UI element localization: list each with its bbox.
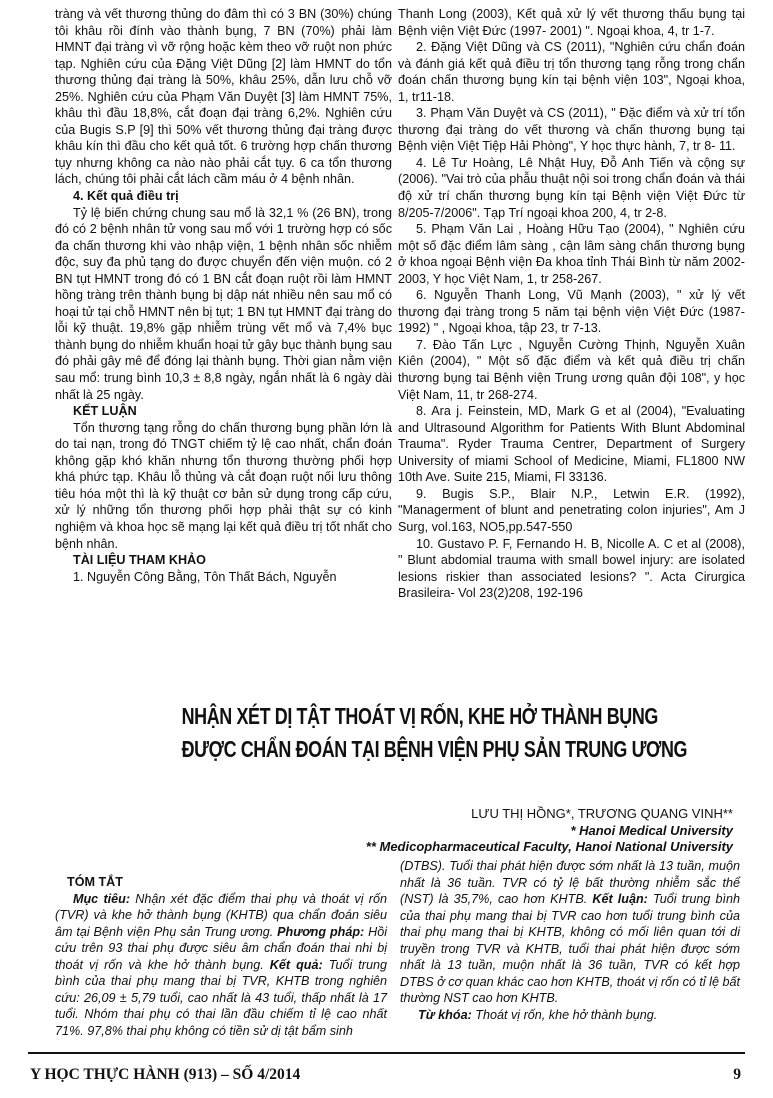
conclusion-text: Tuổi trung bình của thai phụ mang thai bị TVR cao hơn tuổi trung bình của thai phụ mang thai bị KHTB, không có mối liên quan tới di truyền trong TVR và KHTB, tuổi thai phát hiện được sớm nhất là 13 tuần, muộn nhất là 36 tuần, TVR có kết hợp DTBS ở cơ quan khác cao hơn KHTB, thoát vị rốn có tỉ lệ bất thường NST cao hơn KHTB. [400,892,740,1006]
footer-divider [28,1052,745,1054]
reference-1-end: Thanh Long (2003), Kết quả xử lý vết thương thấu bụng tại Bệnh viện Việt Đức (1997- 2001) ". Ngoại khoa, 4, tr 1-7. [398,7,745,38]
journal-footer: Y HỌC THỰC HÀNH (913) – SỐ 4/2014 [30,1066,301,1083]
article-title [181,700,688,766]
paragraph-treatment-results: Tỷ lệ biến chứng chung sau mổ là 32,1 % (26 BN), trong đó có 2 bệnh nhân tử vong sau mổ với 1 trường hợp có sốc đa chấn thương khi vào nhập viện, 1 bệnh nhân sốc nhiễm độc, suy đa phủ tạng do được chuyển đến viện muộn. có 2 BN tụt HMNT trong đó có 1 BN cắt đoạn ruột rồi làm HMNT hồng tràng trên thành bụng bị dập nát nhiều nên sau mổ có hoại tử tại chỗ HMNT nên bị tụt; 1 BN tụt HMNT đại tràng do lỗi kỹ thuật. 19,8% gặp nhiễm trùng vết mổ và 7,4% bục thành bụng do nhiễm khuẩn hoại tử gây bục thành bụng sau đó phải gây mê để đóng lại thành bụng. Thời gian nằm viện sau mổ: trung bình 10,3 ± 8,8 ngày, ngắn nhất là 6 ngày dài nhất là 25 ngày. [55,205,392,402]
page-number: 9 [733,1066,741,1083]
reference-item: 10. Gustavo P. F, Fernando H. B, Nicolle A. C et al (2008), " Blunt abdomial trauma with small bowel injury: are isolated lesions riskier than associated lesions? ". Acta Cirurgica Brasileira- Vol 23(2)208, 192-196 [398,536,745,601]
keywords-label: Từ khóa: [418,1007,472,1022]
conclusion-label: Kết luận: [592,892,648,907]
reference-item: 2. Đặng Việt Dũng và CS (2011), "Nghiên cứu chẩn đoán và đánh giá kết quả điều trị tổn thương tạng rỗng trong chẩn đoán chấn thương bụng kín tại bệnh viện 103", Ngoại khoa, 1, tr11-18. [398,40,745,104]
abstract-left [55,874,387,1039]
reference-item: 4. Lê Tư Hoàng, Lê Nhật Huy, Đỗ Anh Tiến và cộng sự (2006). "Vai trò của phẫu thuật nội soi trong chẩn đoán và thái độ xử trí chấn thương bụng kín tại Bệnh viện Việt Đức từ 8/205-7/2006". Tạp Trí ngoại khoa 200, 4, tr 2-8. [398,155,745,220]
method-label: Phương pháp: [277,924,365,939]
abstract-heading: TÓM TẮT [67,875,123,889]
heading-references: TÀI LIỆU THAM KHẢO [73,553,206,568]
authors: LƯU THỊ HỒNG*, TRƯƠNG QUANG VINH** [471,806,733,821]
reference-item: 5. Phạm Văn Lai , Hoàng Hữu Tạo (2004), " Nghiên cứu một số đặc điểm lâm sàng , cận lâm sàng chấn thương bụng ở khoa ngoại Bệnh viện Đa khoa tỉnh Thái Bình từ năm 2002-2003, Y học Việt Nam, 1, tr 258-267. [398,222,745,286]
paragraph-discussion: tràng và vết thương thủng do đâm thì có 3 BN (30%) chúng tôi khâu rồi đính vào thành bụng, 7 BN (70%) phải làm HMNT đại tràng vì vỡ rộng hoặc kèm theo vỡ ruột non phức tạp. Nghiên cứu của Đặng Việt Dũng [2] làm HMNT do tổn thương thủng đại tràng là 50%, khâu 25%, dẫn lưu chỗ vỡ 25%. Nghiên cứu của Phạm Văn Duyệt [3] làm HMNT 75%, khâu thì đầu 18,8%, cắt đoạn đại tràng 6,2%. Nghiên cứu của Bugis S.P [9] thì 50% vết thương thủng đại tràng được khâu kín thì đầu cho kết quả tốt. 6 trường hợp chấn thương tụy nhưng không ca nào nào phải cắt tụy. 6 ca tổn thương lách, chúng tôi phải cắt lách cầm máu ở 4 bệnh nhân. [55,7,392,187]
right-column [398,6,745,602]
reference-item: 6. Nguyễn Thanh Long, Vũ Mạnh (2003), " xử lý vết thương đại tràng trong 5 năm tại bệnh viện Việt Đức (1987-1992) " , Ngoại khoa, tập 23, tr 7-13. [398,288,745,336]
reference-1-start: 1. Nguyễn Công Bằng, Tôn Thất Bách, Nguyễn [73,569,337,584]
left-column [55,6,392,585]
affiliation-1: * Hanoi Medical University [570,822,733,838]
reference-item: 7. Đào Tấn Lực , Nguyễn Cường Thịnh, Nguyễn Xuân Kiên (2004), " Một số đặc điểm và kết quả điều trị chấn thương bụng tai Bệnh viện Trung ương quân đội 108", y học Việt Nam, 11, tr 268-274. [398,337,745,402]
results-text: Tuổi trung bình của thai phụ mang thai bị TVR, KHTB trong nghiên cứu: 26,09 ± 5,79 tuổi, cao nhất là 43 tuổi, thấp nhất là 17 tuổi. Nhóm thai phụ có thai lần đầu chiếm tỉ lệ cao nhất 71%. 97,8% thai phụ không có tiền sử dị tật bẩm sinh [55,957,387,1038]
paragraph-conclusion: Tổn thương tạng rỗng do chấn thương bụng phần lớn là do tai nạn, trong đó TNGT chiếm tỷ lệ cao nhất, chẩn đoán không gặp khó khăn nhưng tổn thương thường phối hợp khá phức tạp. Khâu lỗ thủng và cắt đoạn ruột nối lưu thông tiêu hóa một thì là kỹ thuật cơ bản sử dụng trong cấp cứu, xử lý những tổn thương phối hợp phải thật sự có kinh nghiệm và khoa học sẽ mạng lại kết quả điều trị tốt nhất cho bệnh nhân. [55,420,392,551]
abstract-right [400,858,740,1023]
abstract-conclusion [400,892,740,1005]
results-label: Kết quả: [269,957,323,972]
title-line-2: ĐƯỢC CHẨN ĐOÁN TẠI BỆNH VIỆN PHỤ SẢN TRUNG ƯƠNG [181,736,688,762]
reference-item: 8. Ara j. Feinstein, MD, Mark G et al (2004), "Evaluating and Ultrasound Algorithm for Patients With Blunt Abdominal Trauma". Ryder Trauma Centrer, Department of Surgery University of miami School of Medicine, Miami, FL1800 NW 10th Ave. Suite 215, Miami, Fl 33136. [398,404,745,485]
objective-label: Mục tiêu: [73,891,131,906]
reference-item: 9. Bugis S.P., Blair N.P., Letwin E.R. (1992), "Managerment of blunt and penetrating colon injuries", Am J Surg, vol.163, NO5,pp.547-550 [398,486,745,534]
author-block [366,806,733,856]
reference-item: 3. Phạm Văn Duyệt và CS (2011), " Đặc điểm và xử trí tổn thương đại tràng do vết thương và chấn thương bụng tại Bệnh viện Việt Tiệp Hải Phòng", Y học thực hành, 7, tr 8- 11. [398,106,745,154]
keywords [400,1007,740,1024]
abstract-body [55,891,387,1040]
heading-treatment-results: 4. Kết quả điều trị [73,189,179,204]
title-line-1: NHẬN XÉT DỊ TẬT THOÁT VỊ RỐN, KHE HỞ THÀNH BỤNG [181,703,658,729]
results-text-continued: (DTBS). Tuổi thai phát hiện được sớm nhất là 13 tuần, muộn nhất là 36 tuần. TVR có tỷ lệ bất thường nhiễm sắc thể (NST) là 35,7%, cao hơn KHTB. [400,859,740,907]
keywords-text: Thoát vị rốn, khe hở thành bụng. [471,1007,658,1022]
affiliation-2: ** Medicopharmaceutical Faculty, Hanoi National University [365,839,733,854]
objective-text: Nhận xét đặc điểm thai phụ và thoát vị rốn (TVR) và khe hở thành bụng (KHTB) qua chẩn đoán siêu âm tại Bệnh viện Phụ sản Trung ương. [55,891,387,939]
method-text: Hồi cứu trên 93 thai phụ được siêu âm chẩn đoán thai nhi bị thoát vị rốn và khe hở thành bụng. [55,924,388,972]
heading-conclusion: KẾT LUẬN [73,404,137,419]
